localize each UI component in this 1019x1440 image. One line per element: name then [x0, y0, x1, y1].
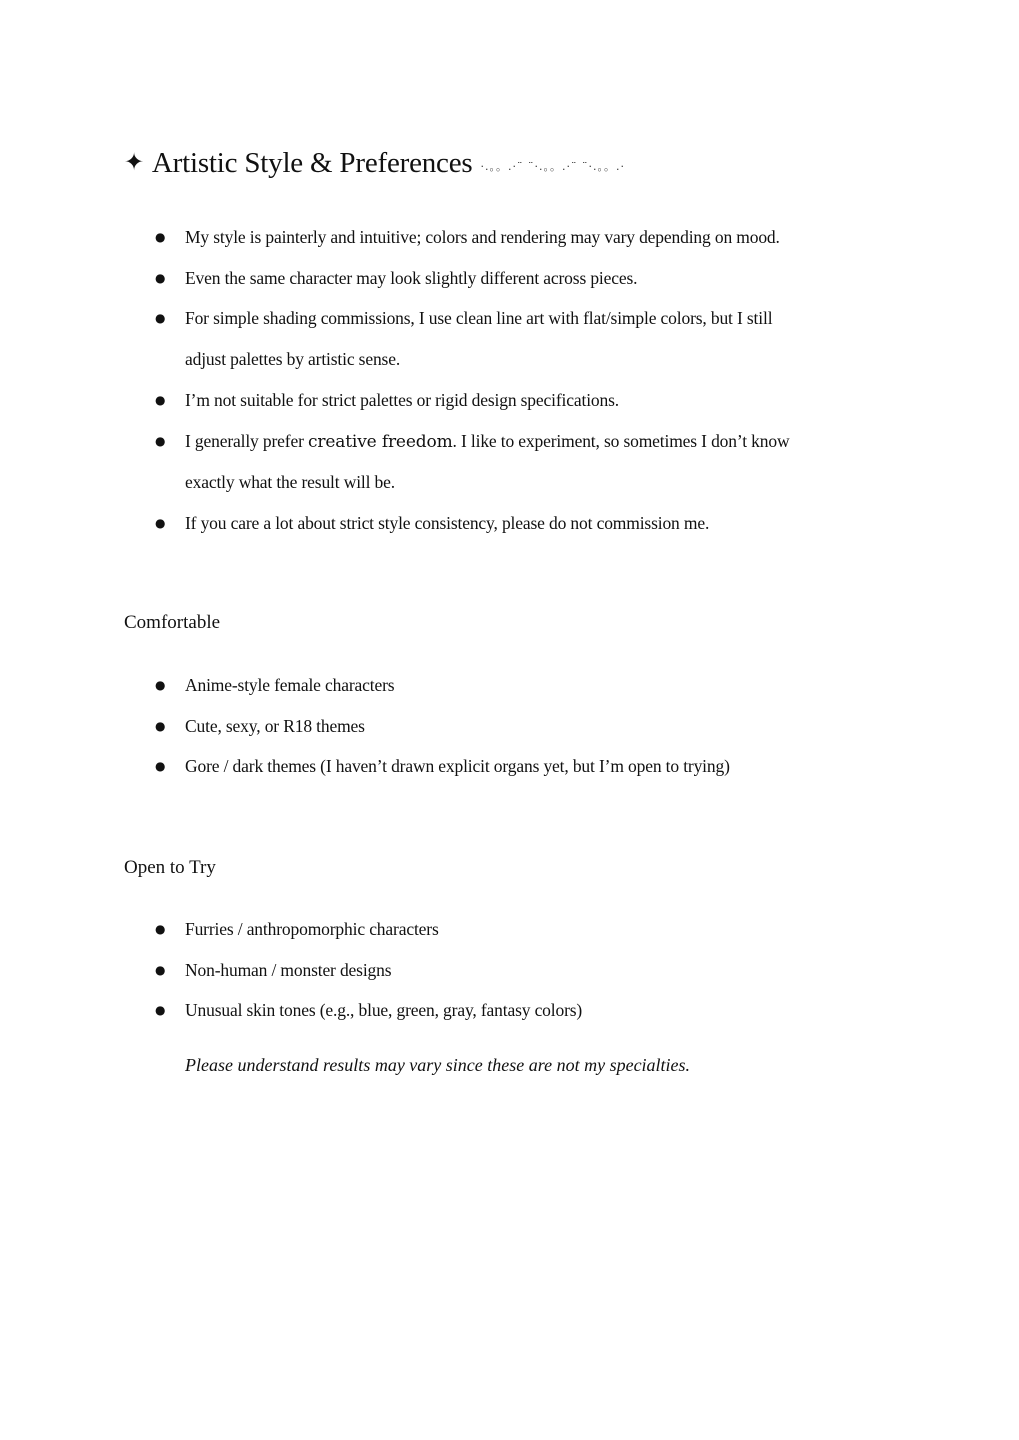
list-item — [0, 665, 730, 706]
section-heading-comfortable: Comfortable — [124, 612, 221, 633]
list-item-text: Non-human / monster designs — [185, 959, 392, 980]
list-item-text-line2: adjust palettes by artistic sense. — [185, 349, 401, 370]
bullet-icon: ● — [155, 270, 166, 285]
disclaimer-note: Please understand results may vary since these are not my specialties. — [185, 1055, 691, 1075]
list-item-text: I’m not suitable for strict palettes or rigid design specifications. — [185, 389, 619, 410]
bullet-icon: ● — [155, 392, 166, 407]
page-title — [124, 142, 625, 187]
four-pointed-star-icon: ✦ — [124, 148, 144, 176]
bullet-icon: ● — [155, 922, 166, 936]
emphasis-creative-freedom: creative freedom — [307, 431, 453, 452]
list-item-text: Even the same character may look slightly different across pieces. — [185, 267, 638, 288]
list-item — [0, 380, 789, 421]
list-item-text: Unusual skin tones (e.g., blue, green, gray, fantasy colors) — [185, 1000, 583, 1021]
list-item — [0, 950, 582, 991]
text-before-emphasis: I generally prefer — [185, 430, 308, 451]
list-item-text: If you care a lot about strict style consistency, please do not commission me. — [185, 512, 710, 533]
bullet-icon: ● — [155, 678, 166, 692]
decorative-flourish: ·.。。.·¨ ¨·.。。.·¨ ¨·.。。.· — [480, 160, 625, 173]
section-heading-open-to-try: Open to Try — [124, 857, 216, 878]
list-item — [0, 421, 789, 503]
list-item-text: Anime-style female characters — [185, 675, 395, 695]
open-to-try-list — [0, 909, 582, 1031]
bullet-icon: ● — [155, 759, 166, 774]
text-after-emphasis: . I like to experiment, so sometimes I don’t know — [452, 430, 790, 451]
list-item — [0, 217, 789, 258]
list-item — [0, 706, 730, 747]
list-item-text-line1: For simple shading commissions, I use clean line art with flat/simple colors, but I still — [185, 308, 773, 329]
list-item — [0, 909, 582, 950]
bullet-icon: ● — [155, 230, 166, 244]
list-item-text: My style is painterly and intuitive; colors and rendering may vary depending on mood. — [185, 227, 780, 247]
page-title-text: Artistic Style & Preferences — [151, 147, 473, 179]
bullet-icon: ● — [155, 718, 166, 733]
list-item — [0, 503, 789, 544]
bullet-icon: ● — [155, 311, 166, 326]
list-item-text-line2: exactly what the result will be. — [185, 472, 395, 493]
list-item — [0, 258, 789, 299]
list-item — [0, 990, 582, 1031]
list-item-text: Cute, sexy, or R18 themes — [185, 715, 365, 736]
list-item-text: Gore / dark themes (I haven’t drawn explicit organs yet, but I’m open to trying) — [185, 756, 730, 777]
bullet-icon: ● — [155, 433, 166, 448]
list-item — [0, 298, 789, 379]
comfortable-list — [0, 665, 730, 787]
bullet-icon: ● — [155, 962, 166, 977]
list-item — [0, 746, 730, 787]
bullet-icon: ● — [155, 1003, 166, 1018]
list-item-text: Furries / anthropomorphic characters — [185, 919, 439, 939]
bullet-icon: ● — [155, 515, 166, 530]
style-preferences-list — [0, 217, 789, 544]
list-item-text-line1 — [185, 421, 789, 463]
